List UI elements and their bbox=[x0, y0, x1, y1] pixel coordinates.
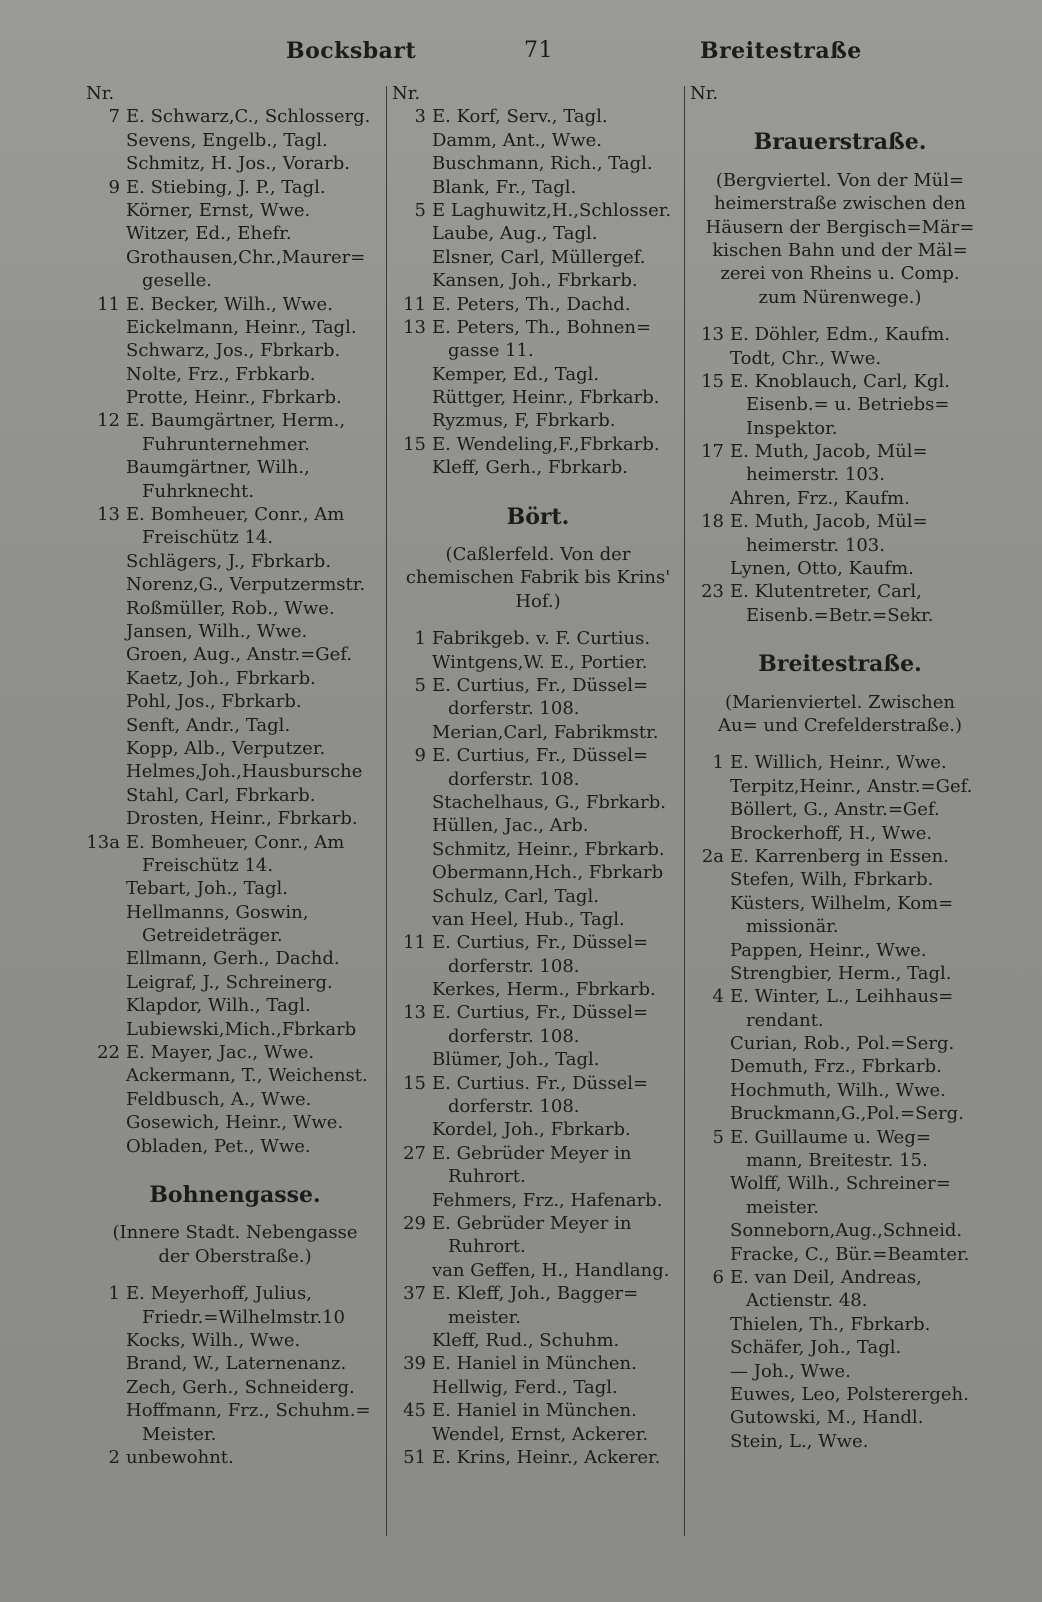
resident-entry: Kansen, Joh., Fbrkarb. bbox=[432, 270, 638, 292]
owner-text: E. Knoblauch, Carl, Kgl. bbox=[730, 370, 950, 392]
house-number: 9 bbox=[414, 745, 426, 767]
resident-entry: Kleff, Rud., Schuhm. bbox=[432, 1329, 620, 1351]
street-description: heimerstraße zwischen den bbox=[714, 193, 966, 215]
house-entry bbox=[86, 1282, 384, 1305]
owner-text: E. Bomheuer, Conr., Am bbox=[126, 504, 345, 526]
spacer bbox=[690, 309, 990, 323]
resident-entry: Hüllen, Jac., Arb. bbox=[432, 815, 589, 837]
house-entry bbox=[392, 199, 684, 222]
resident-entry: Bruckmann,G.,Pol.=Serg. bbox=[730, 1103, 964, 1125]
resident-entry: Grothausen,Chr.,Maurer= bbox=[126, 246, 366, 268]
street-description: (Caßlerfeld. Von der bbox=[445, 544, 631, 566]
house-entry bbox=[690, 1266, 990, 1289]
house-entry bbox=[392, 674, 684, 697]
house-number: 1 bbox=[712, 752, 724, 774]
continuation-line: heimerstr. 103. bbox=[746, 464, 885, 486]
continuation-line: dorferstr. 108. bbox=[448, 768, 580, 790]
resident-entry: Stein, L., Wwe. bbox=[730, 1430, 869, 1452]
house-entry bbox=[392, 1072, 684, 1095]
continuation-line: Meister. bbox=[142, 1423, 217, 1445]
header-right: Breitestraße bbox=[700, 38, 862, 64]
resident-entry: Merian,Carl, Fabrikmstr. bbox=[432, 721, 659, 743]
column-1 bbox=[86, 82, 384, 1469]
continuation-line: mann, Breitestr. 15. bbox=[746, 1150, 928, 1172]
owner-text: E Laghuwitz,H.,Schlosser. bbox=[432, 199, 672, 221]
column-rule bbox=[386, 86, 387, 1536]
owner-text: E. Winter, L., Leihhaus= bbox=[730, 986, 954, 1008]
house-entry bbox=[392, 744, 684, 767]
owner-text: E. Curtius, Fr., Düssel= bbox=[432, 675, 649, 696]
house-number: 9 bbox=[108, 176, 120, 198]
house-number: 11 bbox=[97, 293, 120, 315]
house-number: 13 bbox=[701, 324, 724, 346]
house-entry bbox=[86, 176, 384, 199]
house-number: 5 bbox=[414, 675, 426, 696]
resident-entry: van Heel, Hub., Tagl. bbox=[432, 908, 625, 930]
resident-entry: — Joh., Wwe. bbox=[730, 1360, 851, 1382]
house-entry bbox=[86, 1041, 384, 1064]
house-entry bbox=[690, 370, 990, 393]
resident-entry: Ellmann, Gerh., Dachd. bbox=[126, 948, 340, 970]
resident-entry: Kleff, Gerh., Fbrkarb. bbox=[432, 457, 628, 479]
resident-entry: Obermann,Hch., Fbrkarb bbox=[432, 862, 664, 884]
street-description: (Marienviertel. Zwischen bbox=[725, 691, 955, 713]
house-number: 6 bbox=[712, 1267, 724, 1288]
house-entry bbox=[392, 316, 684, 339]
owner-text: E. Muth, Jacob, Mül= bbox=[730, 511, 928, 533]
resident-entry: Euwes, Leo, Polsterergeh. bbox=[730, 1383, 969, 1405]
spacer bbox=[392, 613, 684, 627]
continuation-line: Actienstr. 48. bbox=[746, 1290, 868, 1312]
house-number: 5 bbox=[712, 1126, 724, 1148]
owner-text: E. Muth, Jacob, Mül= bbox=[730, 441, 928, 463]
resident-entry: Ackermann, T., Weichenst. bbox=[126, 1065, 368, 1087]
owner-text: E. Meyerhoff, Julius, bbox=[126, 1283, 312, 1305]
house-entry bbox=[86, 831, 384, 854]
resident-entry: Brockerhoff, H., Wwe. bbox=[730, 822, 933, 844]
house-number: 45 bbox=[403, 1400, 426, 1422]
continuation-line: Fuhrunternehmer. bbox=[142, 433, 310, 455]
continuation-line: rendant. bbox=[746, 1009, 824, 1031]
house-entry bbox=[392, 1142, 684, 1165]
resident-entry: Brand, W., Laternenanz. bbox=[126, 1353, 347, 1375]
owner-text: unbewohnt. bbox=[126, 1446, 234, 1468]
street-heading: Bört. bbox=[506, 503, 570, 530]
resident-entry: Terpitz,Heinr., Anstr.=Gef. bbox=[730, 775, 973, 797]
owner-text: E. Guillaume u. Weg= bbox=[730, 1126, 931, 1148]
house-number: 15 bbox=[403, 433, 426, 455]
house-number: 11 bbox=[403, 932, 426, 954]
number-label: Nr. bbox=[392, 83, 421, 104]
resident-entry: Damm, Ant., Wwe. bbox=[432, 129, 603, 151]
continuation-line: heimerstr. 103. bbox=[746, 534, 885, 556]
resident-entry: Böllert, G., Anstr.=Gef. bbox=[730, 799, 940, 821]
house-entry bbox=[690, 1126, 990, 1149]
continuation-line: dorferstr. 108. bbox=[448, 1025, 580, 1047]
owner-text: E. Willich, Heinr., Wwe. bbox=[730, 752, 947, 774]
owner-text: E. Stiebing, J. P., Tagl. bbox=[126, 176, 326, 198]
resident-entry: Schulz, Carl, Tagl. bbox=[432, 885, 599, 907]
column-rule bbox=[684, 86, 685, 1536]
house-number: 5 bbox=[414, 199, 426, 221]
resident-entry: Thielen, Th., Fbrkarb. bbox=[730, 1313, 931, 1335]
continuation-line: Freischütz 14. bbox=[142, 854, 274, 876]
owner-text: E. Peters, Th., Dachd. bbox=[432, 293, 631, 315]
continuation-line: Eisenb.= u. Betriebs= bbox=[746, 394, 950, 416]
house-entry bbox=[86, 105, 384, 128]
continuation-line: Ruhrort. bbox=[448, 1236, 526, 1258]
house-entry bbox=[690, 440, 990, 463]
house-number: 2a bbox=[701, 845, 724, 867]
house-entry bbox=[690, 580, 990, 603]
resident-entry: Wintgens,W. E., Portier. bbox=[432, 651, 648, 673]
street-description: Hof.) bbox=[515, 590, 561, 612]
house-number: 12 bbox=[97, 410, 120, 432]
resident-entry: Sevens, Engelb., Tagl. bbox=[126, 129, 328, 151]
resident-entry: Leigraf, J., Schreinerg. bbox=[126, 971, 333, 993]
resident-entry: Senft, Andr., Tagl. bbox=[126, 714, 291, 736]
owner-text: E. Curtius. Fr., Düssel= bbox=[432, 1072, 649, 1094]
street-description: (Innere Stadt. Nebengasse bbox=[112, 1222, 358, 1244]
resident-entry: Hellmanns, Goswin, bbox=[126, 901, 309, 923]
resident-entry: Kordel, Joh., Fbrkarb. bbox=[432, 1119, 631, 1141]
resident-entry: Gutowski, M., Handl. bbox=[730, 1407, 924, 1429]
house-number: 15 bbox=[701, 370, 724, 392]
owner-text: E. Klutentreter, Carl, bbox=[730, 581, 922, 603]
resident-entry: Schmitz, Heinr., Fbrkarb. bbox=[432, 838, 665, 860]
house-number: 27 bbox=[403, 1142, 426, 1164]
resident-entry: Fracke, C., Bür.=Beamter. bbox=[730, 1243, 970, 1265]
owner-text: E. Haniel in München. bbox=[432, 1400, 637, 1422]
house-number: 22 bbox=[97, 1042, 120, 1064]
resident-entry: Hellwig, Ferd., Tagl. bbox=[432, 1376, 618, 1398]
resident-entry: Helmes,Joh.,Hausbursche bbox=[126, 761, 363, 783]
owner-text: E. Karrenberg in Essen. bbox=[730, 845, 949, 867]
continuation-line: Getreideträger. bbox=[142, 925, 283, 947]
house-number: 4 bbox=[712, 986, 724, 1008]
resident-entry: van Geffen, H., Handlang. bbox=[432, 1259, 670, 1281]
number-label: Nr. bbox=[86, 83, 115, 104]
owner-text: E. Gebrüder Meyer in bbox=[432, 1142, 632, 1164]
continuation-line: Friedr.=Wilhelmstr.10 bbox=[142, 1306, 345, 1328]
house-entry bbox=[392, 293, 684, 316]
header-left: Bocksbart bbox=[286, 38, 417, 64]
resident-entry: Demuth, Frz., Fbrkarb. bbox=[730, 1056, 942, 1078]
owner-text: E. Bomheuer, Conr., Am bbox=[126, 831, 345, 853]
resident-entry: Wendel, Ernst, Ackerer. bbox=[432, 1423, 649, 1445]
resident-entry: Baumgärtner, Wilh., bbox=[126, 457, 310, 479]
house-number: 37 bbox=[403, 1283, 426, 1305]
resident-entry: Kerkes, Herm., Fbrkarb. bbox=[432, 979, 656, 1001]
street-description: Au= und Crefelderstraße.) bbox=[718, 715, 962, 737]
continuation-line: Fuhrknecht. bbox=[142, 480, 255, 502]
house-number: 2 bbox=[108, 1446, 120, 1468]
owner-text: E. Schwarz,C., Schlosserg. bbox=[126, 106, 371, 128]
resident-entry: Schmitz, H. Jos., Vorarb. bbox=[126, 153, 350, 175]
street-description: der Oberstraße.) bbox=[158, 1245, 312, 1267]
continuation-line: dorferstr. 108. bbox=[448, 955, 580, 977]
resident-entry: Schlägers, J., Fbrkarb. bbox=[126, 550, 332, 572]
resident-entry: Todt, Chr., Wwe. bbox=[730, 347, 882, 369]
house-entry bbox=[392, 627, 684, 650]
resident-entry: Stachelhaus, G., Fbrkarb. bbox=[432, 791, 666, 813]
resident-entry: Feldbusch, A., Wwe. bbox=[126, 1088, 312, 1110]
owner-text: Fabrikgeb. v. F. Curtius. bbox=[432, 628, 651, 650]
resident-entry: Witzer, Ed., Ehefr. bbox=[126, 223, 292, 245]
street-description: (Bergviertel. Von der Mül= bbox=[715, 169, 965, 191]
resident-entry: Zech, Gerh., Schneiderg. bbox=[126, 1376, 355, 1398]
house-number: 39 bbox=[403, 1353, 426, 1375]
resident-entry: Curian, Rob., Pol.=Serg. bbox=[730, 1033, 955, 1055]
resident-entry: Buschmann, Rich., Tagl. bbox=[432, 153, 653, 175]
street-description: chemischen Fabrik bis Krins' bbox=[405, 567, 671, 589]
house-number: 23 bbox=[701, 581, 724, 603]
resident-entry: Drosten, Heinr., Fbrkarb. bbox=[126, 808, 358, 830]
street-description: kischen Bahn und der Mäl= bbox=[712, 239, 968, 261]
resident-entry: Lubiewski,Mich.,Fbrkarb bbox=[126, 1018, 357, 1040]
house-number: 17 bbox=[701, 441, 724, 463]
owner-text: E. Wendeling,F.,Fbrkarb. bbox=[432, 433, 660, 455]
continuation-line: geselle. bbox=[142, 270, 212, 292]
resident-entry: Ahren, Frz., Kaufm. bbox=[730, 487, 910, 509]
continuation-line: Freischütz 14. bbox=[142, 527, 274, 549]
street-heading: Breitestraße. bbox=[758, 651, 922, 678]
house-entry bbox=[86, 293, 384, 316]
continuation-line: missionär. bbox=[746, 916, 839, 938]
resident-entry: Elsner, Carl, Müllergef. bbox=[432, 246, 646, 268]
resident-entry: Rüttger, Heinr., Fbrkarb. bbox=[432, 387, 660, 409]
resident-entry: Norenz,G., Verputzermstr. bbox=[126, 574, 366, 596]
resident-entry: Lynen, Otto, Kaufm. bbox=[730, 558, 914, 580]
resident-entry: Pappen, Heinr., Wwe. bbox=[730, 939, 927, 961]
owner-text: E. Curtius, Fr., Düssel= bbox=[432, 932, 649, 954]
resident-entry: Laube, Aug., Tagl. bbox=[432, 223, 598, 245]
owner-text: E. Korf, Serv., Tagl. bbox=[432, 106, 608, 128]
house-number: 13 bbox=[97, 504, 120, 526]
owner-text: E. Haniel in München. bbox=[432, 1353, 637, 1375]
house-entry bbox=[86, 409, 384, 432]
owner-text: E. Curtius, Fr., Düssel= bbox=[432, 745, 649, 767]
owner-text: E. Becker, Wilh., Wwe. bbox=[126, 293, 333, 315]
house-entry bbox=[690, 751, 990, 774]
house-entry bbox=[392, 1001, 684, 1024]
resident-entry: Ryzmus, F, Fbrkarb. bbox=[432, 410, 616, 432]
house-number: 1 bbox=[414, 628, 426, 650]
resident-entry: Kocks, Wilh., Wwe. bbox=[126, 1329, 301, 1351]
owner-text: E. Mayer, Jac., Wwe. bbox=[126, 1042, 315, 1064]
resident-entry: Kaetz, Joh., Fbrkarb. bbox=[126, 667, 316, 689]
street-description: zum Nürenwege.) bbox=[758, 286, 922, 308]
street-description: zerei von Rheins u. Comp. bbox=[720, 263, 960, 285]
house-number: 13 bbox=[403, 316, 426, 338]
resident-entry: Küsters, Wilhelm, Kom= bbox=[730, 892, 954, 914]
resident-entry: Strengbier, Herm., Tagl. bbox=[730, 962, 952, 984]
continuation-line: dorferstr. 108. bbox=[448, 1096, 580, 1118]
house-entry bbox=[392, 1212, 684, 1235]
house-entry bbox=[392, 433, 684, 456]
house-number: 13a bbox=[86, 831, 120, 853]
house-number: 29 bbox=[403, 1212, 426, 1234]
house-entry bbox=[392, 1399, 684, 1422]
owner-text: E. Krins, Heinr., Ackerer. bbox=[432, 1446, 661, 1468]
resident-entry: Hoffmann, Frz., Schuhm.= bbox=[126, 1400, 371, 1422]
house-entry bbox=[392, 931, 684, 954]
resident-entry: Tebart, Joh., Tagl. bbox=[126, 878, 288, 900]
resident-entry: Stahl, Carl, Fbrkarb. bbox=[126, 784, 316, 806]
resident-entry: Groen, Aug., Anstr.=Gef. bbox=[126, 644, 353, 666]
house-entry bbox=[690, 323, 990, 346]
resident-entry: Eickelmann, Heinr., Tagl. bbox=[126, 316, 357, 338]
owner-text: E. Gebrüder Meyer in bbox=[432, 1212, 632, 1234]
street-heading: Brauerstraße. bbox=[753, 129, 927, 156]
resident-entry: Obladen, Pet., Wwe. bbox=[126, 1135, 311, 1157]
column-3 bbox=[690, 82, 990, 1453]
resident-entry: Kopp, Alb., Verputzer. bbox=[126, 737, 326, 759]
street-heading: Bohnengasse. bbox=[149, 1181, 321, 1208]
column-2 bbox=[392, 82, 684, 1469]
street-description: Häusern der Bergisch=Mär= bbox=[705, 216, 975, 238]
resident-entry: Klapdor, Wilh., Tagl. bbox=[126, 995, 311, 1017]
house-entry bbox=[392, 1446, 684, 1469]
resident-entry: Nolte, Frz., Frbkarb. bbox=[126, 363, 316, 385]
house-entry bbox=[86, 1446, 384, 1469]
house-entry bbox=[690, 985, 990, 1008]
continuation-line: Eisenb.=Betr.=Sekr. bbox=[746, 604, 934, 626]
owner-text: E. Curtius, Fr., Düssel= bbox=[432, 1002, 649, 1024]
house-number: 13 bbox=[403, 1002, 426, 1024]
resident-entry: Schwarz, Jos., Fbrkarb. bbox=[126, 340, 341, 362]
continuation-line: gasse 11. bbox=[448, 340, 534, 362]
house-number: 18 bbox=[701, 511, 724, 533]
house-number: 1 bbox=[108, 1283, 120, 1305]
resident-entry: Blümer, Joh., Tagl. bbox=[432, 1049, 600, 1071]
house-number: 7 bbox=[108, 106, 120, 128]
house-entry bbox=[690, 845, 990, 868]
resident-entry: Schäfer, Joh., Tagl. bbox=[730, 1337, 902, 1359]
resident-entry: Körner, Ernst, Wwe. bbox=[126, 199, 311, 221]
house-number: 3 bbox=[414, 106, 426, 128]
spacer bbox=[690, 737, 990, 751]
owner-text: E. Döhler, Edm., Kaufm. bbox=[730, 324, 951, 346]
resident-entry: Roßmüller, Rob., Wwe. bbox=[126, 597, 335, 619]
page-number: 71 bbox=[524, 38, 553, 63]
house-entry bbox=[690, 510, 990, 533]
owner-text: E. Peters, Th., Bohnen= bbox=[432, 316, 652, 338]
continuation-line: Ruhrort. bbox=[448, 1166, 526, 1188]
house-entry bbox=[86, 503, 384, 526]
house-number: 51 bbox=[403, 1446, 426, 1468]
resident-entry: Wolff, Wilh., Schreiner= bbox=[730, 1173, 951, 1195]
house-number: 15 bbox=[403, 1072, 426, 1094]
resident-entry: Pohl, Jos., Fbrkarb. bbox=[126, 691, 302, 713]
resident-entry: Kemper, Ed., Tagl. bbox=[432, 363, 600, 385]
house-entry bbox=[392, 105, 684, 128]
resident-entry: Hochmuth, Wilh., Wwe. bbox=[730, 1079, 946, 1101]
owner-text: E. van Deil, Andreas, bbox=[730, 1267, 922, 1288]
owner-text: E. Baumgärtner, Herm., bbox=[126, 410, 346, 432]
house-entry bbox=[392, 1282, 684, 1305]
owner-text: E. Kleff, Joh., Bagger= bbox=[432, 1283, 639, 1305]
resident-entry: Protte, Heinr., Fbrkarb. bbox=[126, 387, 342, 409]
resident-entry: Sonneborn,Aug.,Schneid. bbox=[730, 1220, 963, 1242]
resident-entry: Blank, Fr., Tagl. bbox=[432, 176, 577, 198]
house-number: 11 bbox=[403, 293, 426, 315]
continuation-line: dorferstr. 108. bbox=[448, 698, 580, 720]
resident-entry: Jansen, Wilh., Wwe. bbox=[126, 620, 308, 642]
resident-entry: Stefen, Wilh, Fbrkarb. bbox=[730, 869, 934, 891]
continuation-line: meister. bbox=[746, 1196, 819, 1218]
resident-entry: Fehmers, Frz., Hafenarb. bbox=[432, 1189, 663, 1211]
house-entry bbox=[392, 1352, 684, 1375]
continuation-line: meister. bbox=[448, 1306, 521, 1328]
continuation-line: Inspektor. bbox=[746, 417, 838, 439]
resident-entry: Gosewich, Heinr., Wwe. bbox=[126, 1112, 344, 1134]
spacer bbox=[86, 1268, 384, 1282]
number-label: Nr. bbox=[690, 83, 719, 104]
